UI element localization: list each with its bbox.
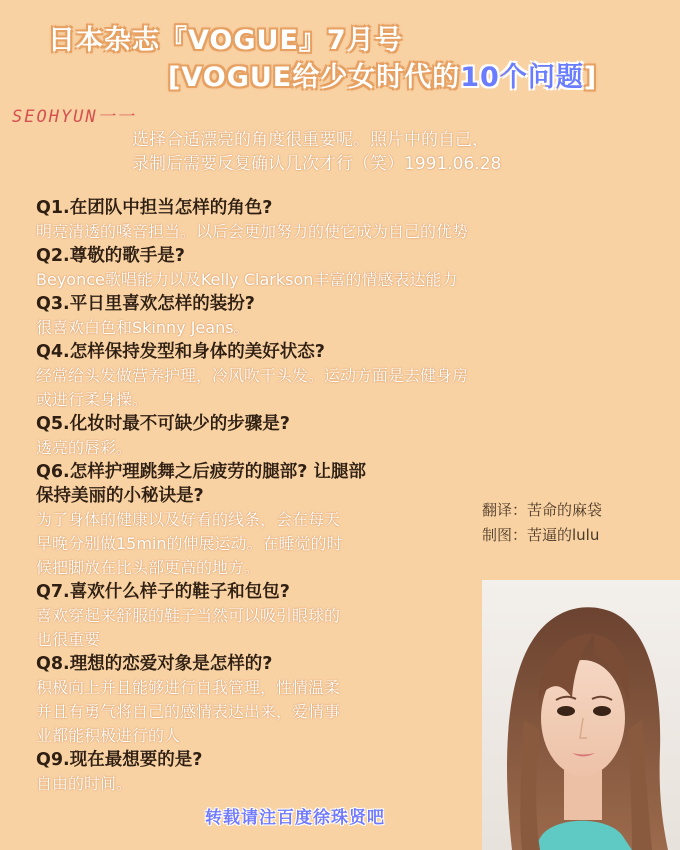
magazine-title: 日本杂志『VOGUE』7月号 bbox=[48, 25, 403, 56]
answer: 积极向上并且能够进行自我管理，性情温柔 bbox=[36, 678, 341, 697]
member-signature: SEOHYUN一一 bbox=[12, 107, 136, 127]
repost-notice: 转载请注百度徐珠贤吧 bbox=[205, 808, 385, 828]
answer: 也很重要 bbox=[36, 630, 101, 649]
question: Q8.理想的恋爱对象是怎样的? bbox=[36, 654, 273, 674]
question: Q9.现在最想要的是? bbox=[36, 750, 203, 770]
answer: 很喜欢白色和Skinny Jeans。 bbox=[36, 318, 250, 337]
answer: 透亮的唇彩。 bbox=[36, 438, 133, 457]
magazine-subtitle bbox=[168, 55, 597, 94]
question: Q6.怎样护理跳舞之后疲劳的腿部? 让腿部 bbox=[36, 462, 366, 482]
intro-block bbox=[132, 128, 632, 176]
answer: 业都能积极进行的人 bbox=[36, 726, 181, 745]
subtitle-prefix: [VOGUE给少女时代的 bbox=[168, 62, 461, 93]
intro-line: 录制后需要反复确认几次才行（笑）1991.06.28 bbox=[132, 154, 502, 174]
answer: 或进行柔身操。 bbox=[36, 390, 149, 409]
answer: 喜欢穿起来舒服的鞋子当然可以吸引眼球的 bbox=[36, 606, 341, 625]
answer: 经常给头发做营养护理，冷风吹干头发。运动方面是去健身房 bbox=[36, 366, 469, 385]
answer: 早晚分别做15min的伸展运动。在睡觉的时 bbox=[36, 534, 343, 553]
question: Q2.尊敬的歌手是? bbox=[36, 246, 185, 266]
answer: 明亮清透的嗓音担当。以后会更加努力的使它成为自己的优势 bbox=[36, 222, 469, 241]
answer: Beyonce歌唱能力以及Kelly Clarkson丰富的情感表达能力 bbox=[36, 270, 458, 289]
portrait-photo bbox=[482, 580, 680, 850]
question: Q4.怎样保持发型和身体的美好状态? bbox=[36, 342, 325, 362]
question: Q1.在团队中担当怎样的角色? bbox=[36, 198, 273, 218]
translator-credit: 翻译：苦命的麻袋 bbox=[482, 501, 603, 519]
portrait-photo-icon bbox=[482, 580, 680, 850]
question: 保持美丽的小秘诀是? bbox=[36, 486, 204, 506]
question: Q5.化妆时最不可缺少的步骤是? bbox=[36, 414, 290, 434]
credits bbox=[482, 498, 602, 548]
subtitle-suffix: ] bbox=[583, 62, 598, 93]
answer: 为了身体的健康以及好看的线条，会在每天 bbox=[36, 510, 341, 529]
answer: 候把脚放在比头部更高的地方。 bbox=[36, 558, 261, 577]
question: Q3.平日里喜欢怎样的装扮? bbox=[36, 294, 255, 314]
designer-credit: 制图：苦逼的lulu bbox=[482, 526, 600, 544]
subtitle-highlight: 10个问题 bbox=[460, 62, 584, 93]
intro-line: 选择合适漂亮的角度很重要呢。照片中的自己， bbox=[132, 130, 489, 150]
question: Q7.喜欢什么样子的鞋子和包包? bbox=[36, 582, 290, 602]
answer: 并且有勇气将自己的感情表达出来，爱情事 bbox=[36, 702, 341, 721]
answer: 自由的时间。 bbox=[36, 774, 133, 793]
